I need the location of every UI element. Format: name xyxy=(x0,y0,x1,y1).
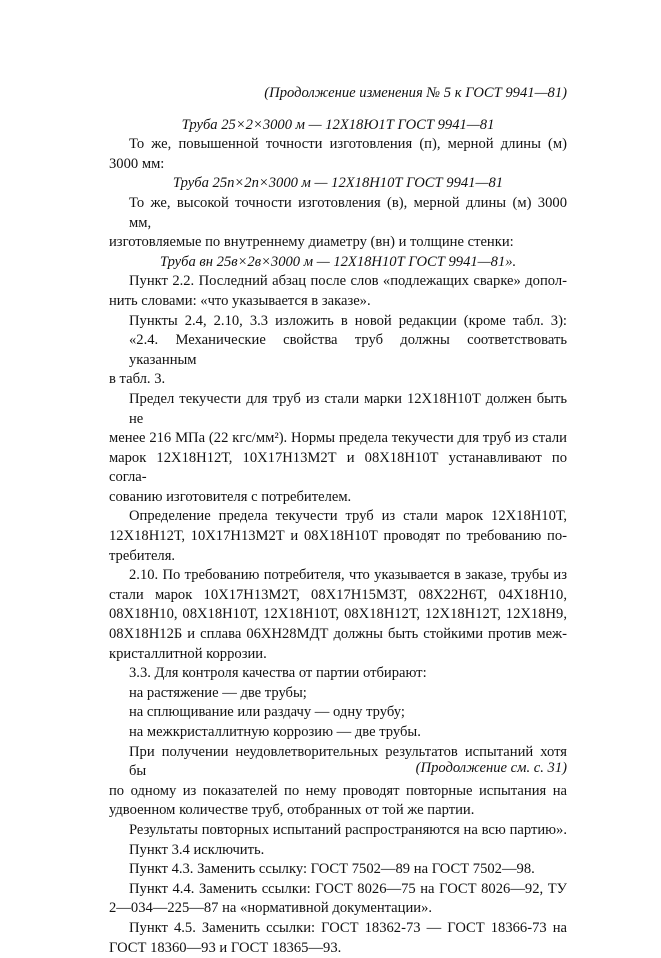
text-line: При получении неудовлетворительных результатов испытаний хотя бы xyxy=(129,743,567,780)
text-line: Пункт 4.5. Заменить ссылки: ГОСТ 18362-73 — ГОСТ 18366-73 на xyxy=(129,919,567,936)
text-line: менее 216 МПа (22 кгс/мм²). Нормы предела текучести для труб из стали xyxy=(109,430,567,447)
text-line: 2—034—225—87 на «нормативной документации». xyxy=(109,900,433,917)
text-line: 3000 мм: xyxy=(109,155,165,172)
page-header: (Продолжение изменения № 5 к ГОСТ 9941—81) xyxy=(264,85,567,101)
text-line: То же, высокой точности изготовления (в), мерной длины (м) 3000 мм, xyxy=(129,194,567,231)
text-line: на растяжение — две трубы; xyxy=(129,684,307,701)
document-body xyxy=(109,116,567,958)
text-line: 08Х18Н12Б и сплава 06ХН28МДТ должны быть стойкими против меж- xyxy=(109,626,567,643)
text-line: Пункт 2.2. Последний абзац после слов «подлежащих сварке» допол- xyxy=(129,273,567,290)
text-line: Определение предела текучести труб из стали марок 12Х18Н10Т, xyxy=(129,508,567,525)
text-line: по одному из показателей по нему проводят повторные испытания на xyxy=(109,782,567,799)
text-line: Труба 25×2×3000 м — 12Х18Ю1Т ГОСТ 9941—81 xyxy=(181,116,495,133)
text-line: То же, повышенной точности изготовления (п), мерной длины (м) xyxy=(129,136,567,153)
text-line: Предел текучести для труб из стали марки 12Х18Н10Т должен быть не xyxy=(129,390,567,427)
text-line: 08Х18Н10, 08Х18Н10Т, 12Х18Н10Т, 08Х18Н12Т, 12Х18Н12Т, 12Х18Н9, xyxy=(109,606,567,623)
text-line: Пункты 2.4, 2.10, 3.3 изложить в новой редакции (кроме табл. 3): xyxy=(129,312,567,329)
text-line: «2.4. Механические свойства труб должны соответствовать указанным xyxy=(129,332,567,368)
text-line: 2.10. По требованию потребителя, что указывается в заказе, трубы из xyxy=(129,567,567,584)
text-line: изготовляемые по внутреннему диаметру (вн) и толщине стенки: xyxy=(109,234,514,251)
text-line: 3.3. Для контроля качества от партии отбирают: xyxy=(129,665,427,682)
text-line: кристаллитной коррозии. xyxy=(109,645,267,662)
text-line: Труба 25п×2п×3000 м — 12Х18Н10Т ГОСТ 9941—81 xyxy=(172,175,504,192)
document-page xyxy=(109,84,567,958)
text-line: ГОСТ 18360—93 и ГОСТ 18365—93. xyxy=(109,939,342,956)
text-line: нить словами: «что указывается в заказе». xyxy=(109,292,371,309)
text-line: Результаты повторных испытаний распространяются на всю партию». xyxy=(129,821,567,838)
text-line: марок 12Х18Н12Т, 10Х17Н13М2Т и 08Х18Н10Т устанавливают по согла- xyxy=(109,449,567,486)
text-line: удвоенном количестве труб, отобранных от той же партии. xyxy=(109,802,475,819)
page-footer: (Продолжение см. с. 31) xyxy=(415,760,567,776)
text-line: Труба вн 25в×2в×3000 м — 12Х18Н10Т ГОСТ 9941—81». xyxy=(159,253,517,270)
text-line: на сплющивание или раздачу — одну трубу; xyxy=(129,704,405,721)
text-line: Пункт 4.4. Заменить ссылки: ГОСТ 8026—75 на ГОСТ 8026—92, ТУ xyxy=(129,880,567,897)
text-line: требителя. xyxy=(109,547,176,564)
text-line: Пункт 3.4 исключить. xyxy=(129,841,265,858)
text-line: 12Х18Н12Т, 10Х17Н13М2Т и 08Х18Н10Т проводят по требованию по- xyxy=(109,528,567,545)
text-line: Пункт 4.3. Заменить ссылку: ГОСТ 7502—89 на ГОСТ 7502—98. xyxy=(129,861,535,878)
text-line: сованию изготовителя с потребителем. xyxy=(109,488,352,505)
text-line: на межкристаллитную коррозию — две трубы. xyxy=(129,724,421,740)
text-line: стали марок 10Х17Н13М2Т, 08Х17Н15М3Т, 08Х22Н6Т, 04Х18Н10, xyxy=(109,586,567,603)
text-line: в табл. 3. xyxy=(109,371,166,388)
